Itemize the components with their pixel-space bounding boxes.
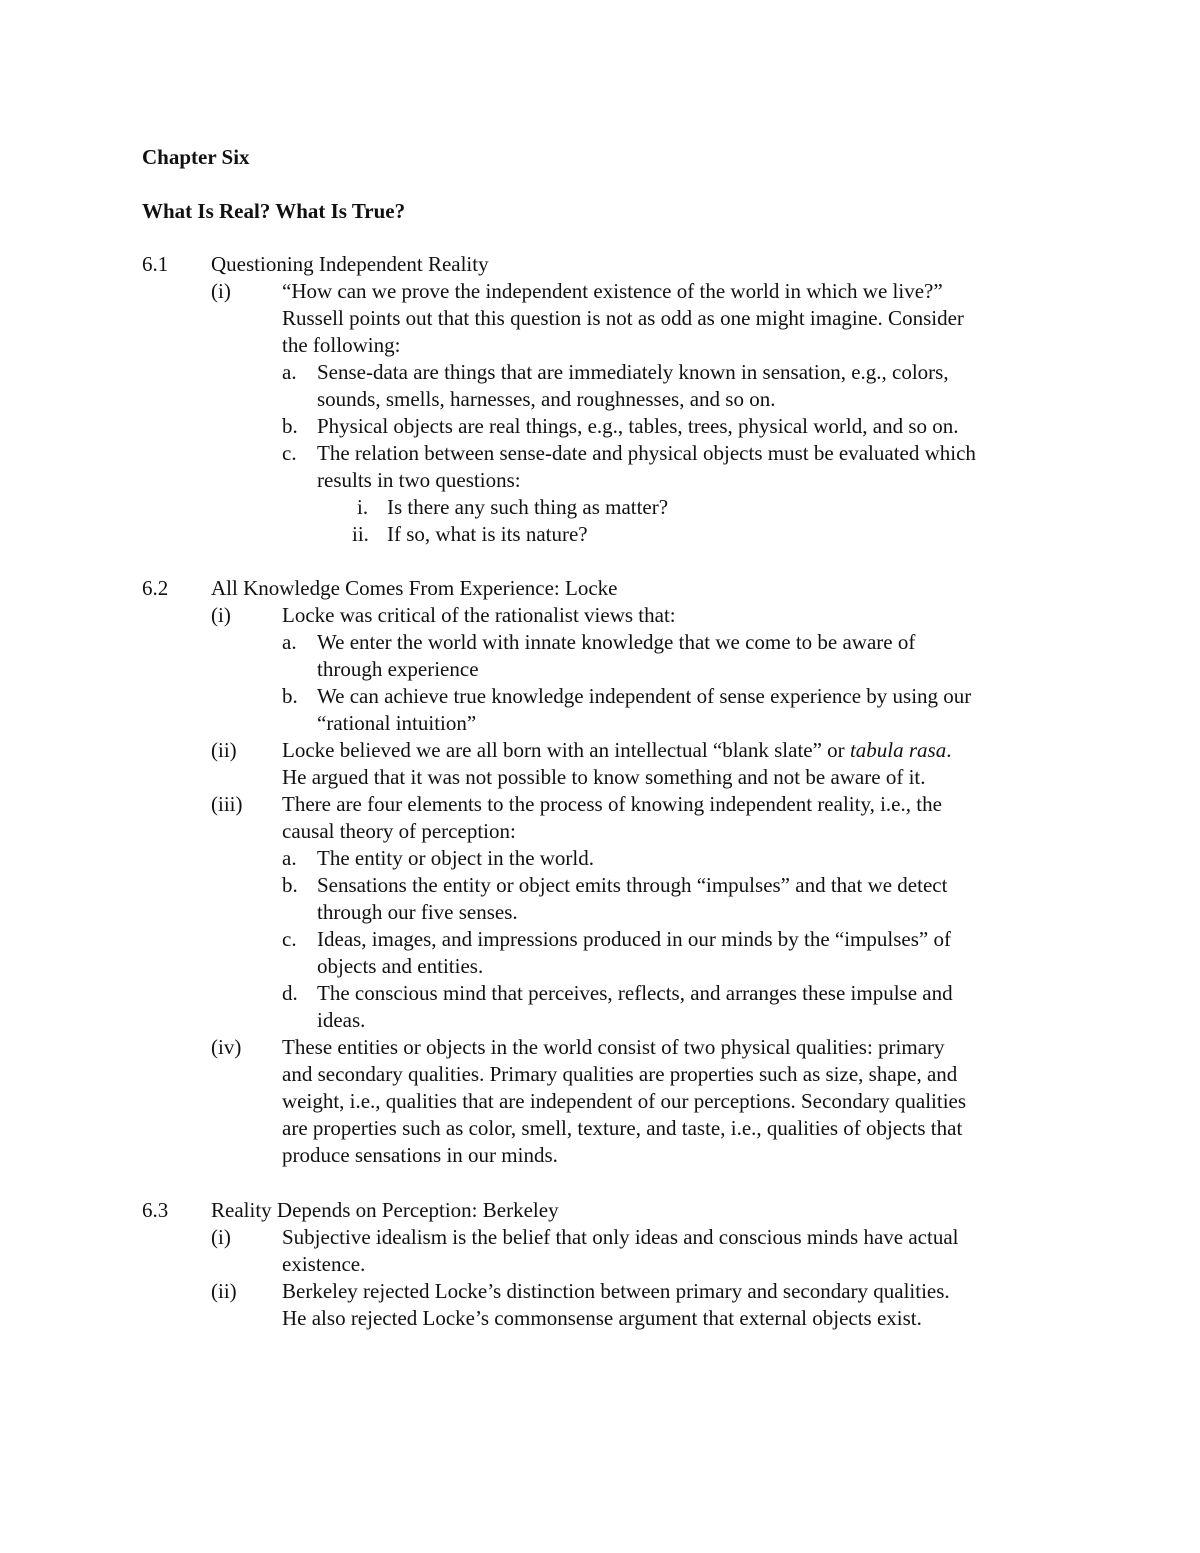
roman-text: Is there any such thing as matter?	[387, 495, 669, 519]
section-number: 6.1	[142, 252, 169, 276]
roman-text: If so, what is its nature?	[387, 522, 588, 546]
item-text: weight, i.e., qualities that are independent of our perceptions. Secondary qualities	[282, 1089, 967, 1113]
text-run: Locke believed we are all born with an intellectual “blank slate” or	[282, 738, 850, 762]
item-marker: (iii)	[211, 792, 243, 816]
section-number: 6.2	[142, 576, 169, 600]
subitem-marker: c.	[282, 927, 297, 951]
subitem-text: results in two questions:	[317, 468, 521, 492]
item-text	[282, 737, 951, 764]
subitem-text: “rational intuition”	[317, 711, 477, 735]
subitem-marker: c.	[282, 441, 297, 465]
subitem-marker: b.	[282, 684, 298, 708]
roman-marker: ii.	[352, 522, 369, 546]
subitem-text: ideas.	[317, 1008, 366, 1032]
item-text: He argued that it was not possible to know something and not be aware of it.	[282, 765, 926, 789]
subitem-text: Sense-data are things that are immediately known in sensation, e.g., colors,	[317, 360, 949, 384]
section-title: Questioning Independent Reality	[211, 252, 489, 276]
item-marker: (ii)	[211, 738, 237, 762]
text-run: .	[946, 738, 952, 762]
item-text: There are four elements to the process of knowing independent reality, i.e., the	[282, 792, 942, 816]
subitem-text: objects and entities.	[317, 954, 484, 978]
chapter-title: Chapter Six	[142, 145, 250, 169]
subitem-marker: a.	[282, 630, 297, 654]
item-marker: (i)	[211, 1225, 231, 1249]
roman-marker: i.	[357, 495, 369, 519]
subitem-marker: a.	[282, 846, 297, 870]
italic-term: tabula rasa	[849, 738, 947, 762]
item-text: He also rejected Locke’s commonsense argument that external objects exist.	[282, 1306, 922, 1330]
item-text: causal theory of perception:	[282, 819, 516, 843]
section-title: All Knowledge Comes From Experience: Locke	[211, 576, 618, 600]
subitem-text: Physical objects are real things, e.g., tables, trees, physical world, and so on.	[317, 414, 959, 438]
item-text: These entities or objects in the world consist of two physical qualities: primary	[282, 1035, 945, 1059]
item-marker: (ii)	[211, 1279, 237, 1303]
subitem-text: through experience	[317, 657, 479, 681]
subitem-text: The relation between sense-date and physical objects must be evaluated which	[317, 441, 976, 465]
item-marker: (iv)	[211, 1035, 242, 1059]
item-text: produce sensations in our minds.	[282, 1143, 558, 1167]
item-marker: (i)	[211, 603, 231, 627]
item-text: are properties such as color, smell, texture, and taste, i.e., qualities of objects that	[282, 1116, 963, 1140]
subitem-marker: b.	[282, 414, 298, 438]
item-text: “How can we prove the independent existence of the world in which we live?”	[282, 279, 943, 303]
subitem-marker: b.	[282, 873, 298, 897]
subitem-text: through our five senses.	[317, 900, 518, 924]
section-title: Reality Depends on Perception: Berkeley	[211, 1198, 559, 1222]
item-text: and secondary qualities. Primary qualities are properties such as size, shape, and	[282, 1062, 958, 1086]
item-text: Berkeley rejected Locke’s distinction between primary and secondary qualities.	[282, 1279, 950, 1303]
subitem-text: The conscious mind that perceives, reflects, and arranges these impulse and	[317, 981, 953, 1005]
item-marker: (i)	[211, 279, 231, 303]
subitem-marker: a.	[282, 360, 297, 384]
subitem-text: sounds, smells, harnesses, and roughnesses, and so on.	[317, 387, 776, 411]
item-text: existence.	[282, 1252, 366, 1276]
subitem-marker: d.	[282, 981, 298, 1005]
subitem-text: The entity or object in the world.	[317, 846, 595, 870]
subitem-text: Ideas, images, and impressions produced in our minds by the “impulses” of	[317, 927, 951, 951]
subitem-text: Sensations the entity or object emits through “impulses” and that we detect	[317, 873, 948, 897]
item-text: Russell points out that this question is not as odd as one might imagine. Consider	[282, 306, 964, 330]
section-number: 6.3	[142, 1198, 169, 1222]
subitem-text: We enter the world with innate knowledge that we come to be aware of	[317, 630, 916, 654]
item-text: Locke was critical of the rationalist views that:	[282, 603, 676, 627]
item-text: the following:	[282, 333, 401, 357]
document-subtitle: What Is Real? What Is True?	[142, 199, 406, 223]
subitem-text: We can achieve true knowledge independent of sense experience by using our	[317, 684, 972, 708]
item-text: Subjective idealism is the belief that only ideas and conscious minds have actual	[282, 1225, 959, 1249]
